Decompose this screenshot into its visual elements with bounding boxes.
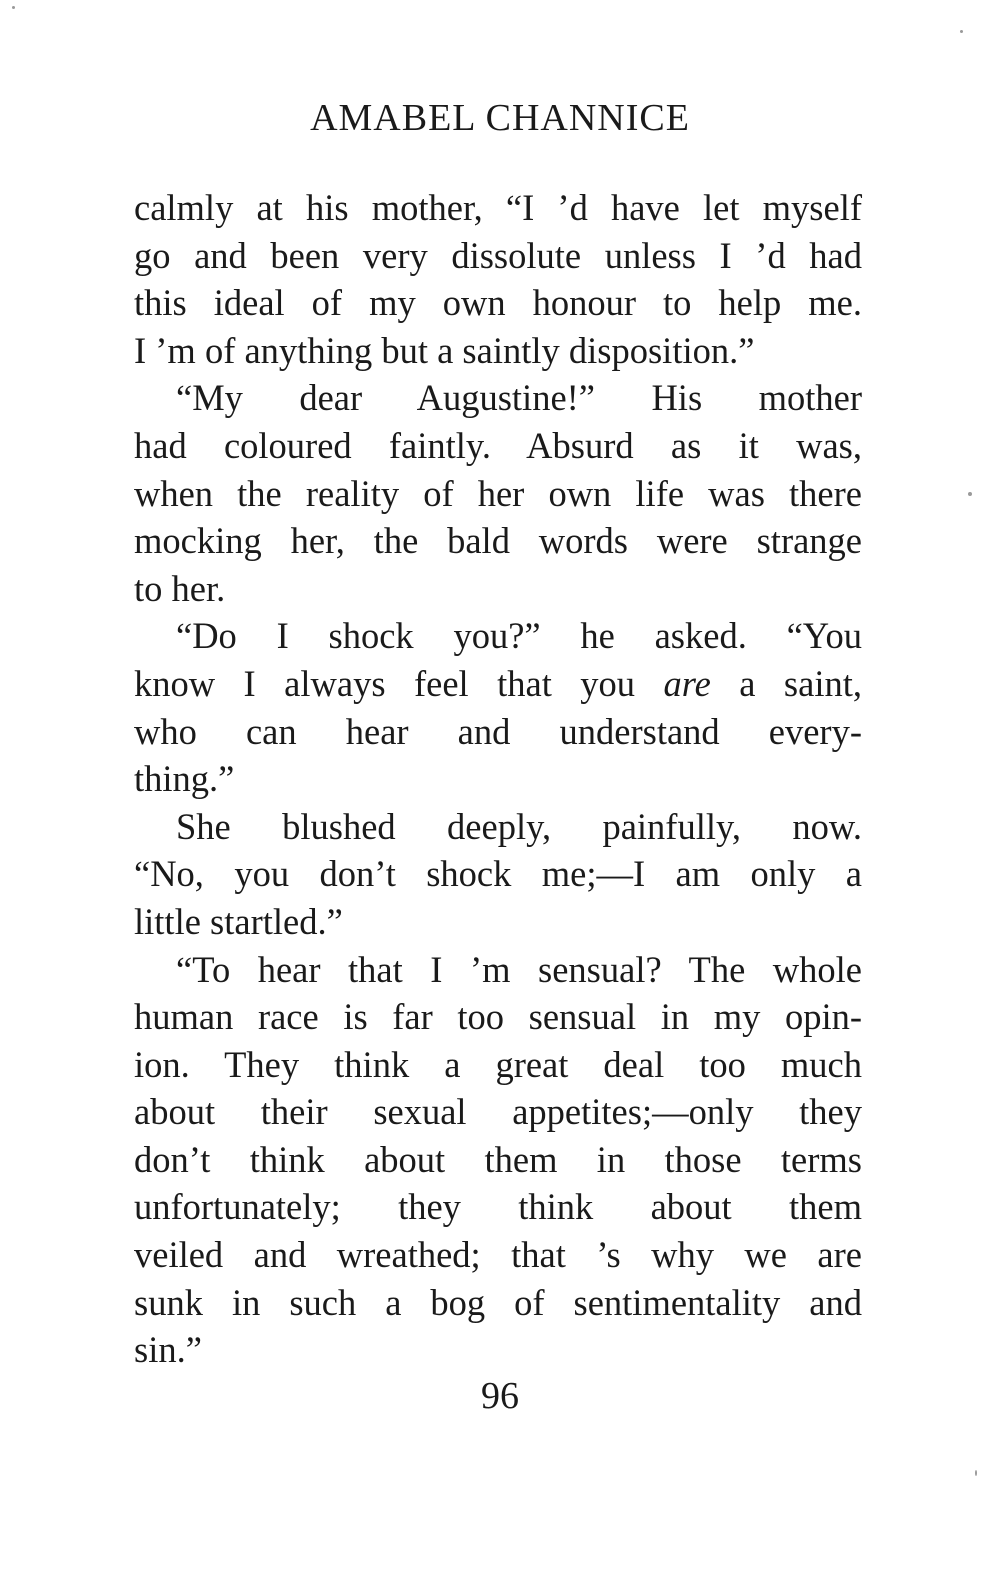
text-line: who can hear and understand every- [134, 710, 862, 752]
scan-speck [960, 30, 963, 33]
text-line: to her. [134, 567, 226, 609]
paragraph-4 [134, 803, 862, 946]
text-line: “My dear Augustine!” His mother [176, 377, 862, 419]
text-line: little startled.” [134, 900, 343, 942]
text-segment: know I always feel that you [134, 662, 664, 704]
text-line: I ’m of anything but a saintly disposition.” [134, 329, 755, 371]
emphasized-word: are [663, 662, 711, 704]
text-line: sin.” [134, 1329, 202, 1371]
body-text [134, 184, 862, 1374]
text-line: calmly at his mother, “I ’d have let myself [134, 187, 862, 228]
text-line: “No, you don’t shock me;—I am only a [134, 853, 862, 895]
paragraph-2 [134, 374, 862, 612]
text-line: thing.” [134, 758, 235, 800]
text-line-emphasis [134, 660, 862, 708]
text-line: unfortunately; they think about them [134, 1186, 862, 1228]
text-segment: a saint, [710, 662, 862, 704]
text-line: don’t think about them in those terms [134, 1138, 862, 1180]
text-line: human race is far too sensual in my opin- [134, 996, 862, 1038]
text-line: mocking her, the bald words were strange [134, 520, 862, 562]
paragraph-3 [134, 612, 862, 802]
text-line: about their sexual appetites;—only they [134, 1091, 862, 1133]
text-line: “To hear that I ’m sensual? The whole [176, 948, 862, 990]
text-line: ion. They think a great deal too much [134, 1043, 862, 1085]
paragraph-1 [134, 184, 862, 374]
text-line: She blushed deeply, painfully, now. [176, 805, 862, 847]
text-line: this ideal of my own honour to help me. [134, 282, 862, 324]
text-line: when the reality of her own life was there [134, 472, 862, 514]
scan-speck [12, 6, 15, 9]
text-line: had coloured faintly. Absurd as it was, [134, 424, 862, 466]
paragraph-5 [134, 946, 862, 1374]
page-number: 96 [481, 1375, 519, 1417]
text-line: sunk in such a bog of sentimentality and [134, 1281, 862, 1323]
text-line: “Do I shock you?” he asked. “You [176, 615, 862, 657]
text-line: veiled and wreathed; that ’s why we are [134, 1234, 862, 1276]
scan-speck [975, 1470, 977, 1476]
text-line: go and been very dissolute unless I ’d had [134, 234, 862, 276]
running-head: AMABEL CHANNICE [310, 97, 690, 139]
scan-speck [968, 492, 972, 496]
